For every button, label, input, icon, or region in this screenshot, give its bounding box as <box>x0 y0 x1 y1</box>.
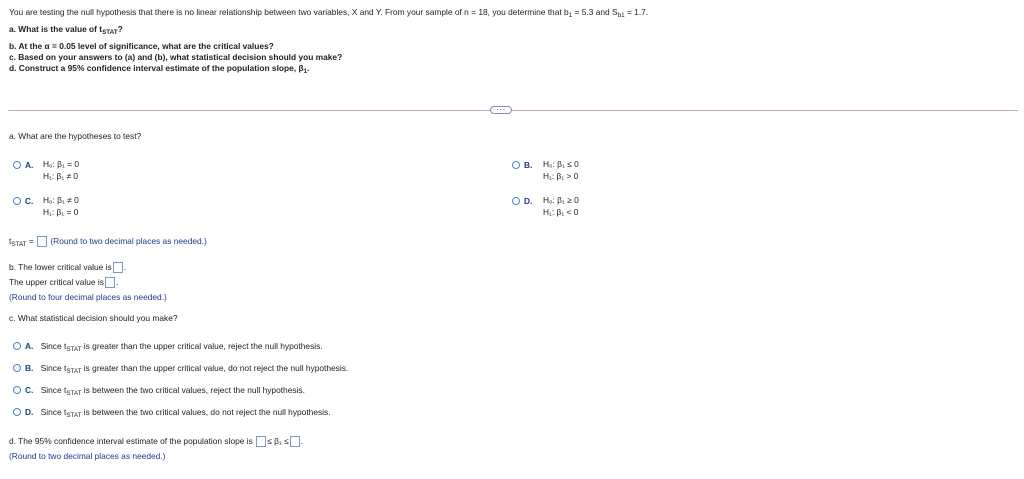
question-part-b: b. At the α = 0.05 level of significance, what are the critical values? <box>9 41 274 51</box>
option-a-h1: H₁: β₁ ≠ 0 <box>43 171 79 181</box>
option-c-h1: H₁: β₁ = 0 <box>43 207 79 217</box>
option-b-h1: H₁: β₁ > 0 <box>543 171 579 181</box>
ci-upper-input[interactable] <box>290 436 300 447</box>
lower-critical-input[interactable] <box>113 262 123 273</box>
radio-b[interactable] <box>512 161 520 169</box>
confidence-interval-row: d. The 95% confidence interval estimate of the population slope is ≤ β₁ ≤ . <box>9 436 303 446</box>
decision-option-a[interactable]: A. Since $t_{STAT}$ is greater than the upper critical value, reject the null hypothesis. <box>13 341 323 351</box>
radio-a[interactable] <box>13 161 21 169</box>
decision-option-c[interactable]: C. Since $t_{STAT}$ is between the two critical values, reject the null hypothesis. <box>13 385 305 395</box>
radio-d[interactable] <box>512 197 520 205</box>
ci-hint: (Round to two decimal places as needed.) <box>9 451 166 461</box>
tstat-hint: (Round to two decimal places as needed.) <box>50 236 207 246</box>
option-c-h0: H₀: β₁ ≠ 0 <box>43 195 79 205</box>
radio-decision-d[interactable] <box>13 408 21 416</box>
upper-critical-input[interactable] <box>105 277 115 288</box>
option-b-h0: H₀: β₁ ≤ 0 <box>543 159 579 169</box>
lower-critical-row: b. The lower critical value is . <box>9 262 127 272</box>
question-part-d: d. Construct a 95% confidence interval estimate of the population slope, $\beta_1$. <box>9 63 310 75</box>
upper-critical-row: The upper critical value is . <box>9 277 119 287</box>
radio-decision-a[interactable] <box>13 342 21 350</box>
tstat-input[interactable] <box>37 236 47 247</box>
option-d-h0: H₀: β₁ ≥ 0 <box>543 195 579 205</box>
more-button[interactable]: ··· <box>490 106 512 114</box>
question-part-c: c. Based on your answers to (a) and (b), what statistical decision should you make? <box>9 52 343 62</box>
radio-decision-b[interactable] <box>13 364 21 372</box>
decision-option-b[interactable]: B. Since $t_{STAT}$ is greater than the upper critical value, do not reject the null hypothesis. <box>13 363 348 373</box>
question-intro: You are testing the null hypothesis that there is no linear relationship between two variables, X and Y. From your sample of n = 18, you determine that $b_1 = 5.3$ and $S_{b1} = 1.7$. <box>9 7 649 19</box>
radio-decision-c[interactable] <box>13 386 21 394</box>
option-a-h0: H₀: β₁ = 0 <box>43 159 80 169</box>
hypotheses-prompt: a. What are the hypotheses to test? <box>9 131 142 141</box>
critical-hint: (Round to four decimal places as needed.) <box>9 292 167 302</box>
tstat-row: $t_{STAT}$ = (Round to two decimal places as needed.) <box>9 236 207 248</box>
decision-option-d[interactable]: D. Since $t_{STAT}$ is between the two critical values, do not reject the null hypothesis. <box>13 407 331 417</box>
radio-c[interactable] <box>13 197 21 205</box>
option-d-h1: H₁: β₁ < 0 <box>543 207 579 217</box>
decision-prompt: c. What statistical decision should you make? <box>9 313 178 323</box>
question-part-a: a. What is the value of $t_{STAT}$? <box>9 24 123 36</box>
ci-lower-input[interactable] <box>256 436 266 447</box>
section-divider <box>8 110 1018 111</box>
